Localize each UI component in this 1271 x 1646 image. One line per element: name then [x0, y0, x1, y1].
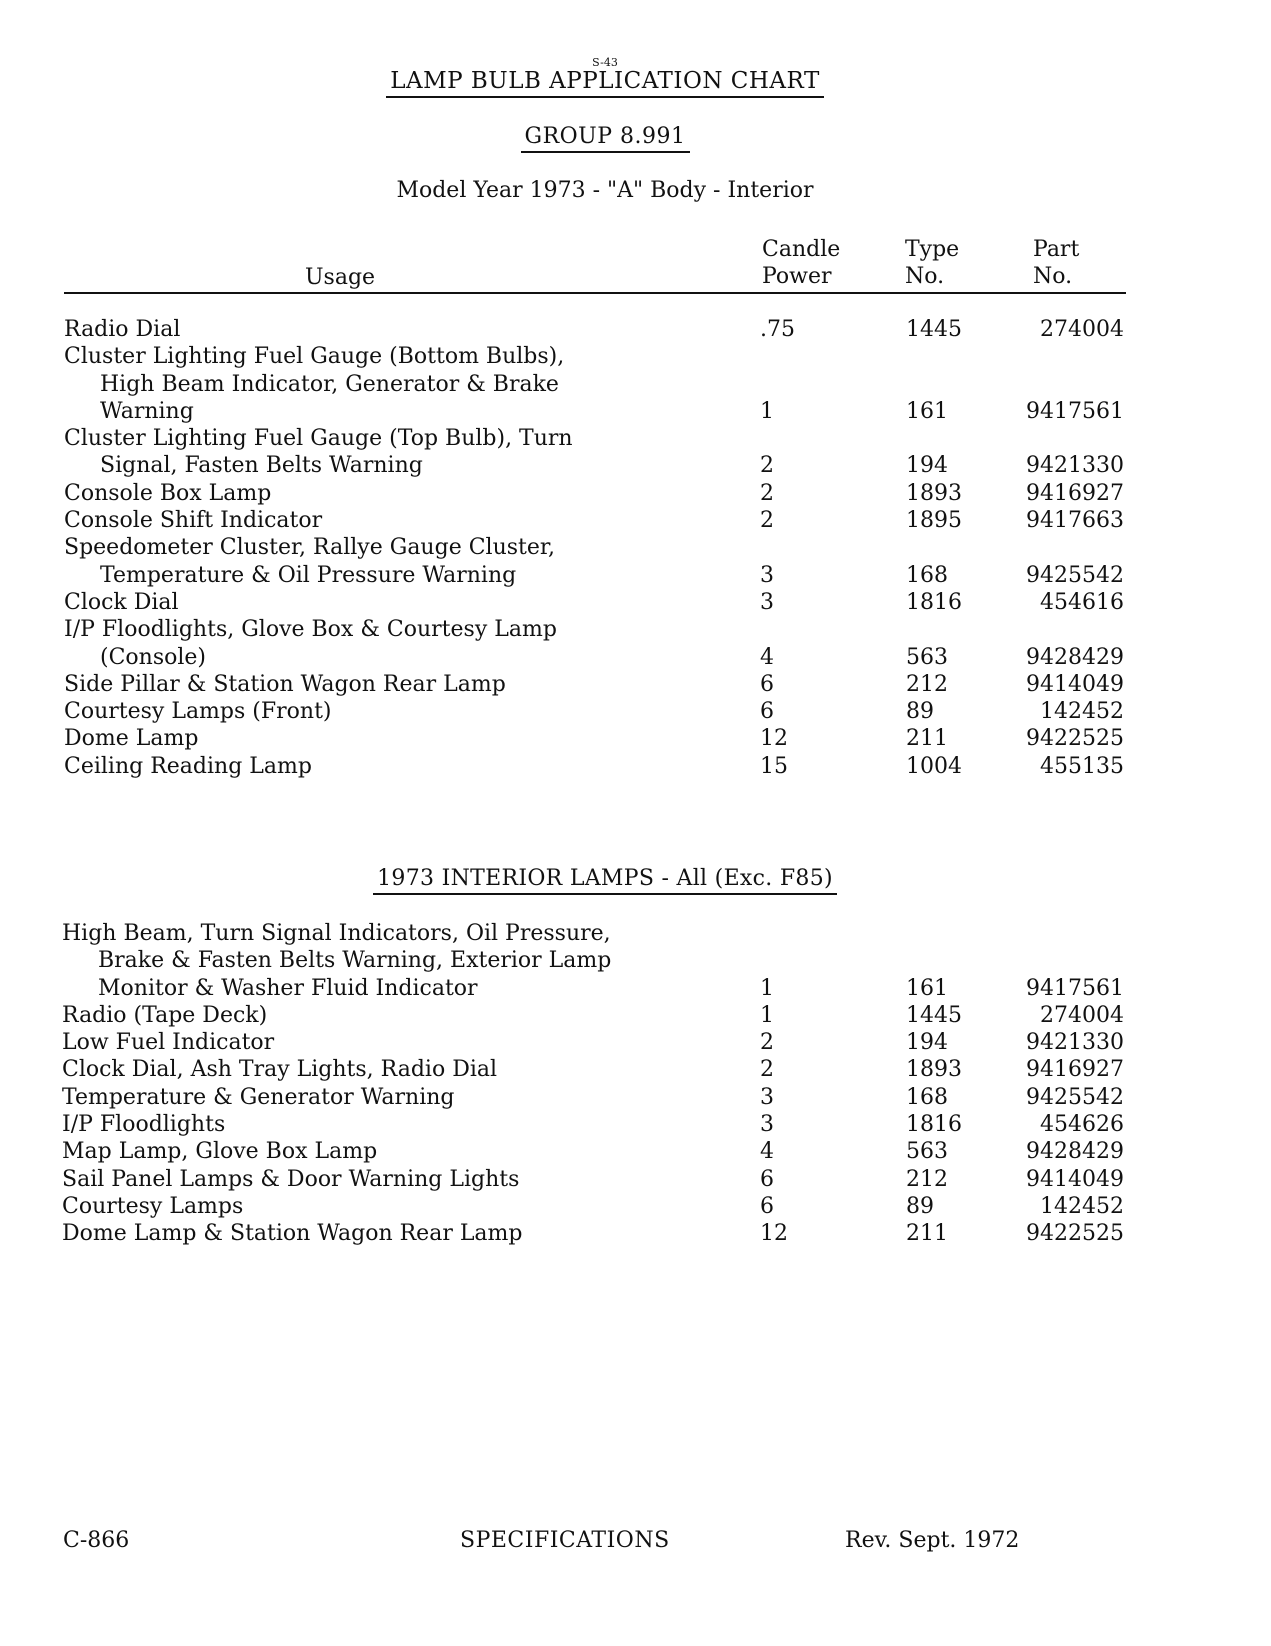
part-no-cell: 9422525	[1026, 726, 1124, 752]
candle-power-cell: 6	[760, 1193, 774, 1219]
section1-subtitle: Model Year 1973 - "A" Body - Interior	[396, 178, 814, 203]
table-row	[0, 425, 1271, 452]
table-row	[0, 589, 1271, 616]
table-row	[0, 480, 1271, 507]
candle-power-cell: 12	[760, 726, 788, 752]
section2-table	[0, 920, 1271, 1248]
type-no-cell: 1893	[906, 480, 962, 506]
usage-cell: Ceiling Reading Lamp	[64, 753, 312, 779]
usage-cell: Side Pillar & Station Wagon Rear Lamp	[64, 671, 506, 697]
usage-cell: Sail Panel Lamps & Door Warning Lights	[62, 1166, 520, 1192]
table-row	[0, 1220, 1271, 1247]
page-reference-text: S-43	[592, 56, 618, 69]
candle-power-cell: 1	[760, 975, 774, 1001]
candle-power-cell: 15	[760, 753, 788, 779]
usage-cell: Monitor & Washer Fluid Indicator	[98, 975, 478, 1001]
group-title	[0, 124, 1210, 153]
usage-cell: Console Box Lamp	[64, 480, 272, 506]
usage-cell: Radio Dial	[64, 317, 181, 342]
part-no-cell: 9428429	[1026, 1139, 1124, 1165]
part-no-cell: 9416927	[1026, 1057, 1124, 1083]
type-no-cell: 1816	[906, 589, 962, 615]
part-no-cell: 142452	[1040, 1193, 1124, 1219]
usage-cell: Dome Lamp & Station Wagon Rear Lamp	[62, 1221, 523, 1247]
usage-cell: High Beam, Turn Signal Indicators, Oil Pressure,	[62, 921, 611, 946]
part-no-cell: 9414049	[1026, 671, 1124, 697]
table-row	[0, 1084, 1271, 1111]
type-no-cell: 194	[906, 453, 948, 479]
table-row	[0, 1002, 1271, 1029]
group-title-text: GROUP 8.991	[521, 124, 690, 153]
part-no-cell: 9416927	[1026, 480, 1124, 506]
candle-power-cell: 12	[760, 1221, 788, 1247]
table-row	[0, 753, 1271, 780]
table-row	[0, 343, 1271, 370]
table-row	[0, 371, 1271, 398]
usage-cell: High Beam Indicator, Generator & Brake	[100, 371, 559, 397]
header-type-no-line1: Type	[905, 237, 960, 262]
type-no-cell: 1445	[906, 1002, 962, 1028]
chart-title	[0, 68, 1210, 98]
candle-power-cell: 1	[760, 1002, 774, 1028]
footer-revision-date: Rev. Sept. 1972	[845, 1528, 1020, 1553]
table-row	[0, 725, 1271, 752]
table-row	[0, 975, 1271, 1002]
type-no-cell: 89	[906, 699, 934, 725]
header-candle-power-line1: Candle	[762, 237, 841, 262]
usage-cell: Map Lamp, Glove Box Lamp	[62, 1139, 378, 1165]
part-no-cell: 9428429	[1026, 644, 1124, 670]
table-row	[0, 1166, 1271, 1193]
header-candle-power	[762, 236, 840, 290]
usage-cell: Clock Dial, Ash Tray Lights, Radio Dial	[62, 1057, 498, 1083]
candle-power-cell: 3	[760, 589, 774, 615]
usage-cell: Cluster Lighting Fuel Gauge (Top Bulb), Turn	[64, 426, 573, 452]
candle-power-cell: 4	[760, 1139, 774, 1165]
part-no-cell: 274004	[1040, 1002, 1124, 1028]
candle-power-cell: 6	[760, 1166, 774, 1192]
candle-power-cell: 2	[760, 480, 774, 506]
table-row	[0, 920, 1271, 947]
table-row	[0, 316, 1271, 343]
table-row	[0, 452, 1271, 479]
usage-cell: (Console)	[100, 644, 207, 670]
usage-cell: Courtesy Lamps (Front)	[64, 699, 332, 725]
type-no-cell: 161	[906, 975, 948, 1001]
type-no-cell: 1895	[906, 508, 962, 534]
type-no-cell: 563	[906, 1139, 948, 1165]
header-type-no-line2: No.	[905, 264, 945, 289]
candle-power-cell: 2	[760, 453, 774, 479]
footer-page-number: C-866	[63, 1528, 130, 1553]
table-row	[0, 534, 1271, 561]
usage-cell: Warning	[100, 398, 194, 424]
usage-cell: Clock Dial	[64, 589, 179, 615]
candle-power-cell: 3	[760, 562, 774, 588]
candle-power-cell: 2	[760, 1057, 774, 1083]
table-row	[0, 698, 1271, 725]
usage-cell: Courtesy Lamps	[62, 1193, 244, 1219]
table-row	[0, 1029, 1271, 1056]
part-no-cell: 9414049	[1026, 1166, 1124, 1192]
table-row	[0, 1138, 1271, 1165]
usage-cell: Low Fuel Indicator	[62, 1030, 275, 1056]
part-no-cell: 9425542	[1026, 1084, 1124, 1110]
candle-power-cell: 4	[760, 644, 774, 670]
part-no-cell: 454616	[1040, 589, 1124, 615]
header-part-no	[1033, 236, 1079, 290]
part-no-cell: 9421330	[1026, 1030, 1124, 1056]
table-row	[0, 1193, 1271, 1220]
table-row	[0, 1111, 1271, 1138]
type-no-cell: 194	[906, 1030, 948, 1056]
type-no-cell: 168	[906, 562, 948, 588]
candle-power-cell: .75	[760, 317, 795, 342]
part-no-cell: 454626	[1040, 1112, 1124, 1138]
usage-cell: Temperature & Oil Pressure Warning	[100, 562, 517, 588]
type-no-cell: 211	[906, 726, 948, 752]
table-row	[0, 671, 1271, 698]
usage-cell: Console Shift Indicator	[64, 508, 323, 534]
part-no-cell: 9417561	[1026, 975, 1124, 1001]
table-row	[0, 616, 1271, 643]
section2-title	[0, 866, 1210, 895]
table-row	[0, 398, 1271, 425]
candle-power-cell: 2	[760, 508, 774, 534]
type-no-cell: 563	[906, 644, 948, 670]
section2-title-text: 1973 INTERIOR LAMPS - All (Exc. F85)	[373, 866, 837, 895]
type-no-cell: 212	[906, 1166, 948, 1192]
part-no-cell: 9417663	[1026, 508, 1124, 534]
type-no-cell: 161	[906, 398, 948, 424]
usage-cell: Speedometer Cluster, Rallye Gauge Cluster,	[64, 535, 555, 561]
header-rule	[64, 292, 1126, 294]
type-no-cell: 1893	[906, 1057, 962, 1083]
chart-title-text: LAMP BULB APPLICATION CHART	[386, 68, 824, 98]
part-no-cell: 9425542	[1026, 562, 1124, 588]
usage-cell: Radio (Tape Deck)	[62, 1002, 268, 1028]
usage-cell: I/P Floodlights	[62, 1112, 226, 1138]
usage-cell: Dome Lamp	[64, 726, 199, 752]
candle-power-cell: 3	[760, 1084, 774, 1110]
table-row	[0, 947, 1271, 974]
section1-table	[0, 316, 1271, 780]
type-no-cell: 212	[906, 671, 948, 697]
table-row	[0, 562, 1271, 589]
header-candle-power-line2: Power	[762, 264, 832, 289]
usage-cell: I/P Floodlights, Glove Box & Courtesy Lamp	[64, 617, 557, 643]
usage-cell: Brake & Fasten Belts Warning, Exterior Lamp	[98, 948, 612, 974]
table-row	[0, 644, 1271, 671]
candle-power-cell: 6	[760, 699, 774, 725]
part-no-cell: 9421330	[1026, 453, 1124, 479]
header-part-no-line2: No.	[1033, 264, 1073, 289]
footer-section-name: SPECIFICATIONS	[460, 1528, 670, 1553]
header-usage: Usage	[305, 265, 376, 290]
type-no-cell: 89	[906, 1193, 934, 1219]
table-row	[0, 507, 1271, 534]
table-row	[0, 1056, 1271, 1083]
candle-power-cell: 1	[760, 398, 774, 424]
type-no-cell: 168	[906, 1084, 948, 1110]
part-no-cell: 455135	[1040, 753, 1124, 779]
part-no-cell: 9417561	[1026, 398, 1124, 424]
candle-power-cell: 2	[760, 1030, 774, 1056]
part-no-cell: 142452	[1040, 699, 1124, 725]
candle-power-cell: 6	[760, 671, 774, 697]
header-type-no	[905, 236, 959, 290]
type-no-cell: 211	[906, 1221, 948, 1247]
part-no-cell: 274004	[1040, 317, 1124, 342]
part-no-cell: 9422525	[1026, 1221, 1124, 1247]
usage-cell: Signal, Fasten Belts Warning	[100, 453, 423, 479]
type-no-cell: 1004	[906, 753, 962, 779]
header-part-no-line1: Part	[1033, 237, 1080, 262]
candle-power-cell: 3	[760, 1112, 774, 1138]
type-no-cell: 1816	[906, 1112, 962, 1138]
usage-cell: Cluster Lighting Fuel Gauge (Bottom Bulbs),	[64, 344, 565, 370]
type-no-cell: 1445	[906, 317, 962, 342]
usage-cell: Temperature & Generator Warning	[62, 1084, 455, 1110]
